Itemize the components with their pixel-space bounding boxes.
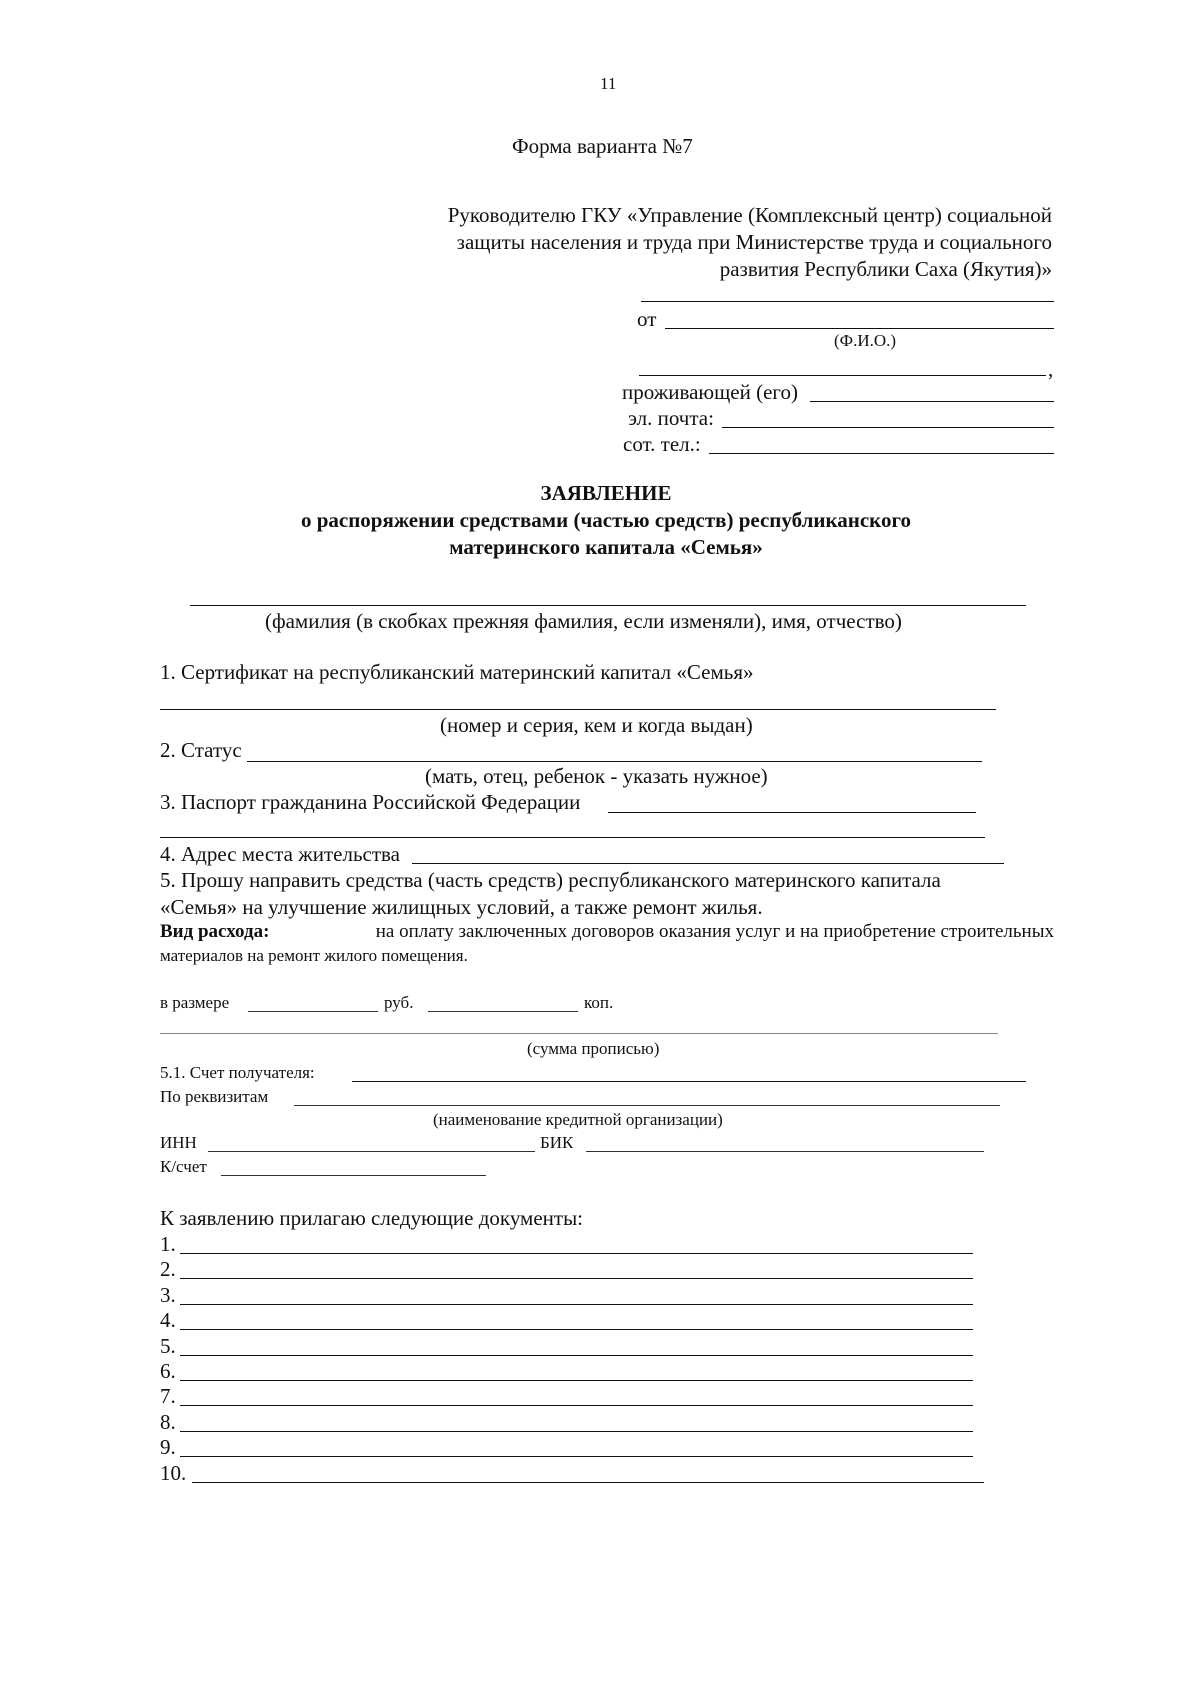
statement-subtitle-1: о распоряжении средствами (частью средств) республиканского	[300, 508, 912, 532]
attachment-field-4[interactable]	[180, 1329, 973, 1330]
residing-label: проживающей (его)	[622, 380, 798, 404]
passport-field[interactable]	[608, 812, 976, 813]
account-label: 5.1. Счет получателя:	[160, 1063, 315, 1082]
page-number: 11	[600, 74, 617, 93]
expense-text-2: материалов на ремонт жилого помещения.	[160, 946, 468, 965]
statement-subtitle-2: материнского капитала «Семья»	[449, 535, 763, 559]
kop-label: коп.	[584, 993, 614, 1012]
bik-label: БИК	[540, 1133, 574, 1152]
passport-label: 3. Паспорт гражданина Российской Федерации	[160, 790, 581, 814]
email-label: эл. почта:	[628, 406, 714, 430]
expense-text-1: на оплату заключенных договоров оказания услуг и на приобретение строительных	[375, 921, 1054, 942]
attachment-field-3[interactable]	[180, 1304, 973, 1305]
status-hint: (мать, отец, ребенок - указать нужное)	[425, 764, 768, 788]
residing-field[interactable]	[810, 401, 1054, 402]
attachment-number-6: 6.	[160, 1359, 176, 1383]
account-field[interactable]	[352, 1081, 1026, 1082]
fio-hint: (Ф.И.О.)	[834, 331, 897, 350]
addressee-line-1: Руководителю ГКУ «Управление (Комплексный центр) социальной	[447, 203, 1052, 227]
certificate-field[interactable]	[160, 709, 996, 710]
attachment-number-7: 7.	[160, 1384, 176, 1408]
comma: ,	[1048, 357, 1054, 381]
bank-hint: (наименование кредитной организации)	[433, 1110, 723, 1129]
attachment-field-5[interactable]	[180, 1355, 973, 1356]
corr-account-label: К/счет	[160, 1157, 207, 1176]
form-title: Форма варианта №7	[512, 134, 693, 158]
attachment-field-1[interactable]	[180, 1253, 973, 1254]
attachments-intro: К заявлению прилагаю следующие документы:	[160, 1206, 584, 1230]
attachment-field-10[interactable]	[192, 1482, 984, 1483]
attachment-number-3: 3.	[160, 1283, 176, 1307]
amount-words-field[interactable]	[160, 1033, 998, 1034]
expense-line-1	[160, 921, 1054, 943]
applicant-name-hint: (фамилия (в скобках прежняя фамилия, если изменяли), имя, отчество)	[265, 609, 902, 633]
fio-field[interactable]	[665, 328, 1054, 329]
corr-account-field[interactable]	[221, 1175, 486, 1176]
attachment-number-5: 5.	[160, 1334, 176, 1358]
inn-label: ИНН	[160, 1133, 197, 1152]
status-label: 2. Статус	[160, 738, 242, 762]
request-line-1: 5. Прошу направить средства (часть средств) республиканского материнского капитала	[160, 868, 941, 892]
phone-field[interactable]	[709, 453, 1054, 454]
email-field[interactable]	[722, 427, 1054, 428]
sender-blank-line-2[interactable]	[639, 375, 1046, 376]
attachment-field-7[interactable]	[180, 1405, 973, 1406]
attachment-number-1: 1.	[160, 1232, 176, 1256]
inn-field[interactable]	[208, 1151, 535, 1152]
attachment-field-2[interactable]	[180, 1278, 973, 1279]
phone-label: сот. тел.:	[623, 432, 701, 456]
applicant-name-field[interactable]	[190, 605, 1026, 606]
attachment-number-2: 2.	[160, 1257, 176, 1281]
attachment-number-9: 9.	[160, 1435, 176, 1459]
bik-field[interactable]	[586, 1151, 984, 1152]
address-field[interactable]	[412, 863, 1004, 864]
attachment-field-9[interactable]	[180, 1456, 973, 1457]
attachment-number-8: 8.	[160, 1410, 176, 1434]
from-label: от	[637, 307, 657, 331]
addressee-line-2: защиты населения и труда при Министерстве труда и социального	[456, 230, 1052, 254]
kop-field[interactable]	[428, 1011, 578, 1012]
amount-words-hint: (сумма прописью)	[527, 1039, 660, 1058]
attachment-field-8[interactable]	[180, 1431, 973, 1432]
addressee-line-3: развития Республики Саха (Якутия)»	[719, 257, 1052, 281]
attachment-field-6[interactable]	[180, 1380, 973, 1381]
certificate-hint: (номер и серия, кем и когда выдан)	[440, 713, 753, 737]
statement-title: ЗАЯВЛЕНИЕ	[540, 481, 672, 505]
passport-field-2[interactable]	[160, 837, 985, 838]
address-label: 4. Адрес места жительства	[160, 842, 400, 866]
amount-size-label: в размере	[160, 993, 230, 1012]
rub-field[interactable]	[248, 1011, 378, 1012]
rub-label: руб.	[384, 993, 414, 1012]
details-label: По реквизитам	[160, 1087, 269, 1106]
sender-blank-line-1[interactable]	[641, 301, 1054, 302]
details-field[interactable]	[294, 1105, 1000, 1106]
expense-label: Вид расхода:	[160, 921, 270, 942]
attachment-number-4: 4.	[160, 1308, 176, 1332]
certificate-label: 1. Сертификат на республиканский материнский капитал «Семья»	[160, 660, 754, 684]
status-field[interactable]	[247, 761, 982, 762]
request-line-2: «Семья» на улучшение жилищных условий, а также ремонт жилья.	[160, 895, 763, 919]
attachment-number-10: 10.	[160, 1461, 187, 1485]
